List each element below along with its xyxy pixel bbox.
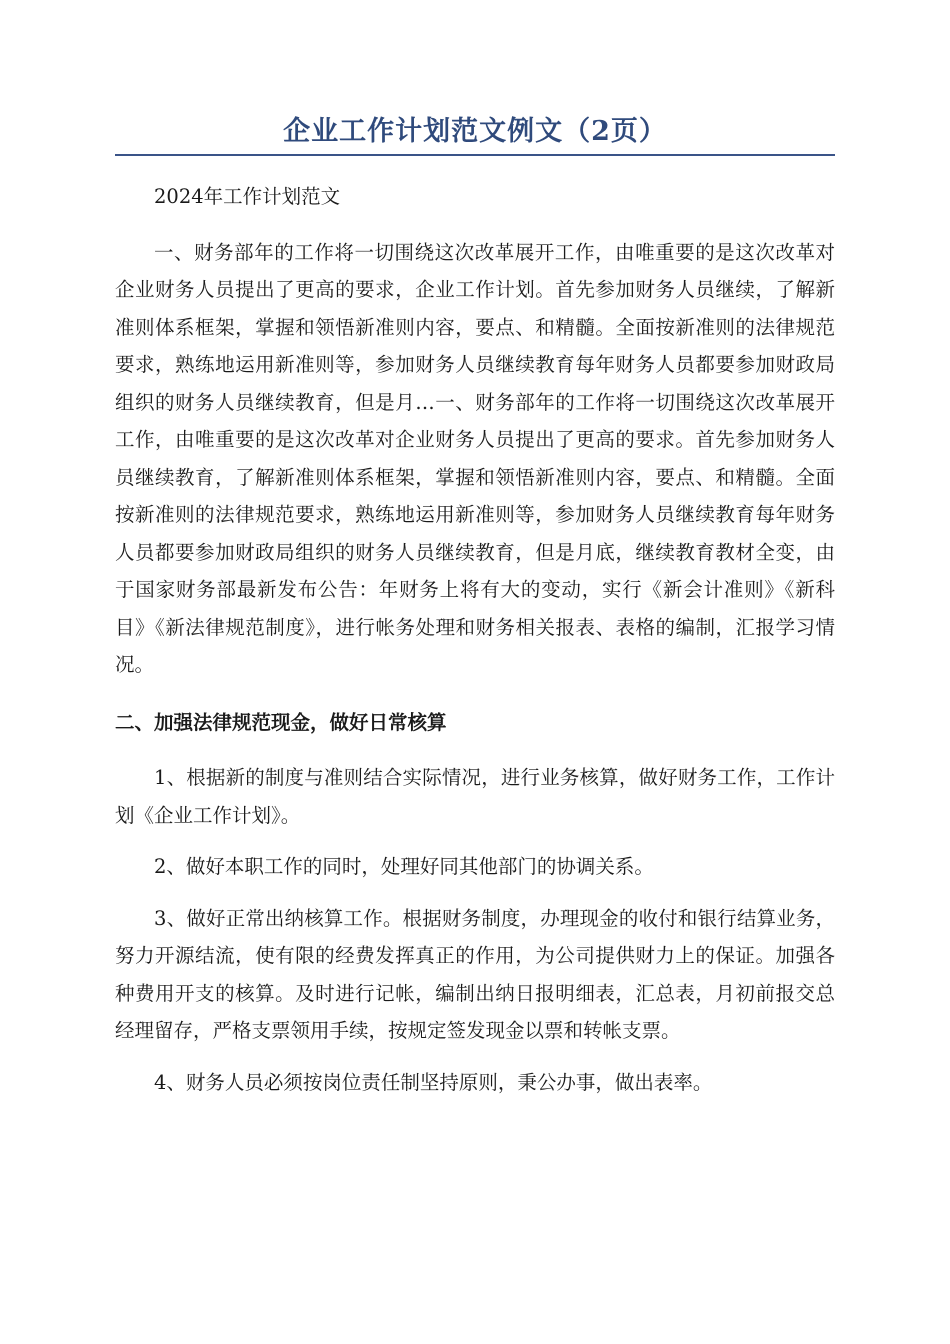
document-subtitle: 2024年工作计划范文 xyxy=(154,185,341,208)
paragraph-1: 一、财务部年的工作将一切围绕这次改革展开工作，由唯重要的是这次改革对企业财务人员提出了更高的要求，企业工作计划。首先参加财务人员继续，了解新准则体系框架，掌握和领悟新准则内容，要点、和精髓。全面按新准则的法律规范要求，熟练地运用新准则等，参加财务人员继续教育每年财务人员都要参加财政局组织的财务人员继续教育，但是月…一、财务部年的工作将一切围绕这次改革展开工作，由唯重要的是这次改革对企业财务人员提出了更高的要求。首先参加财务人员继续教育，了解新准则体系框架，掌握和领悟新准则内容，要点、和精髓。全面按新准则的法律规范要求，熟练地运用新准则等，参加财务人员继续教育每年财务人员都要参加财政局组织的财务人员继续教育，但是月底，继续教育教材全变，由于国家财务部最新发布公告：年财务上将有大的变动，实行《新会计准则》《新科目》《新法律规范制度》，进行帐务处理和财务相关报表、表格的编制，汇报学习情况。 xyxy=(115,240,835,676)
document-title: 企业工作计划范文例文（2页） xyxy=(115,112,835,156)
list-item-1: 1、根据新的制度与准则结合实际情况，进行业务核算，做好财务工作，工作计划《企业工作计划》。 xyxy=(115,766,835,827)
list-item-3: 3、做好正常出纳核算工作。根据财务制度，办理现金的收付和银行结算业务，努力开源结流，使有限的经费发挥真正的作用，为公司提供财力上的保证。加强各种费用开支的核算。及时进行记帐，编制出纳日报明细表，汇总表，月初前报交总经理留存，严格支票领用手续，按规定签发现金以票和转帐支票。 xyxy=(115,906,835,1042)
list-item-4: 4、财务人员必须按岗位责任制坚持原则，秉公办事，做出表率。 xyxy=(154,1070,713,1094)
section-2-heading: 二、加强法律规范现金，做好日常核算 xyxy=(115,710,447,734)
document-page xyxy=(115,112,835,1101)
list-item-2: 2、做好本职工作的同时，处理好同其他部门的协调关系。 xyxy=(154,855,654,878)
